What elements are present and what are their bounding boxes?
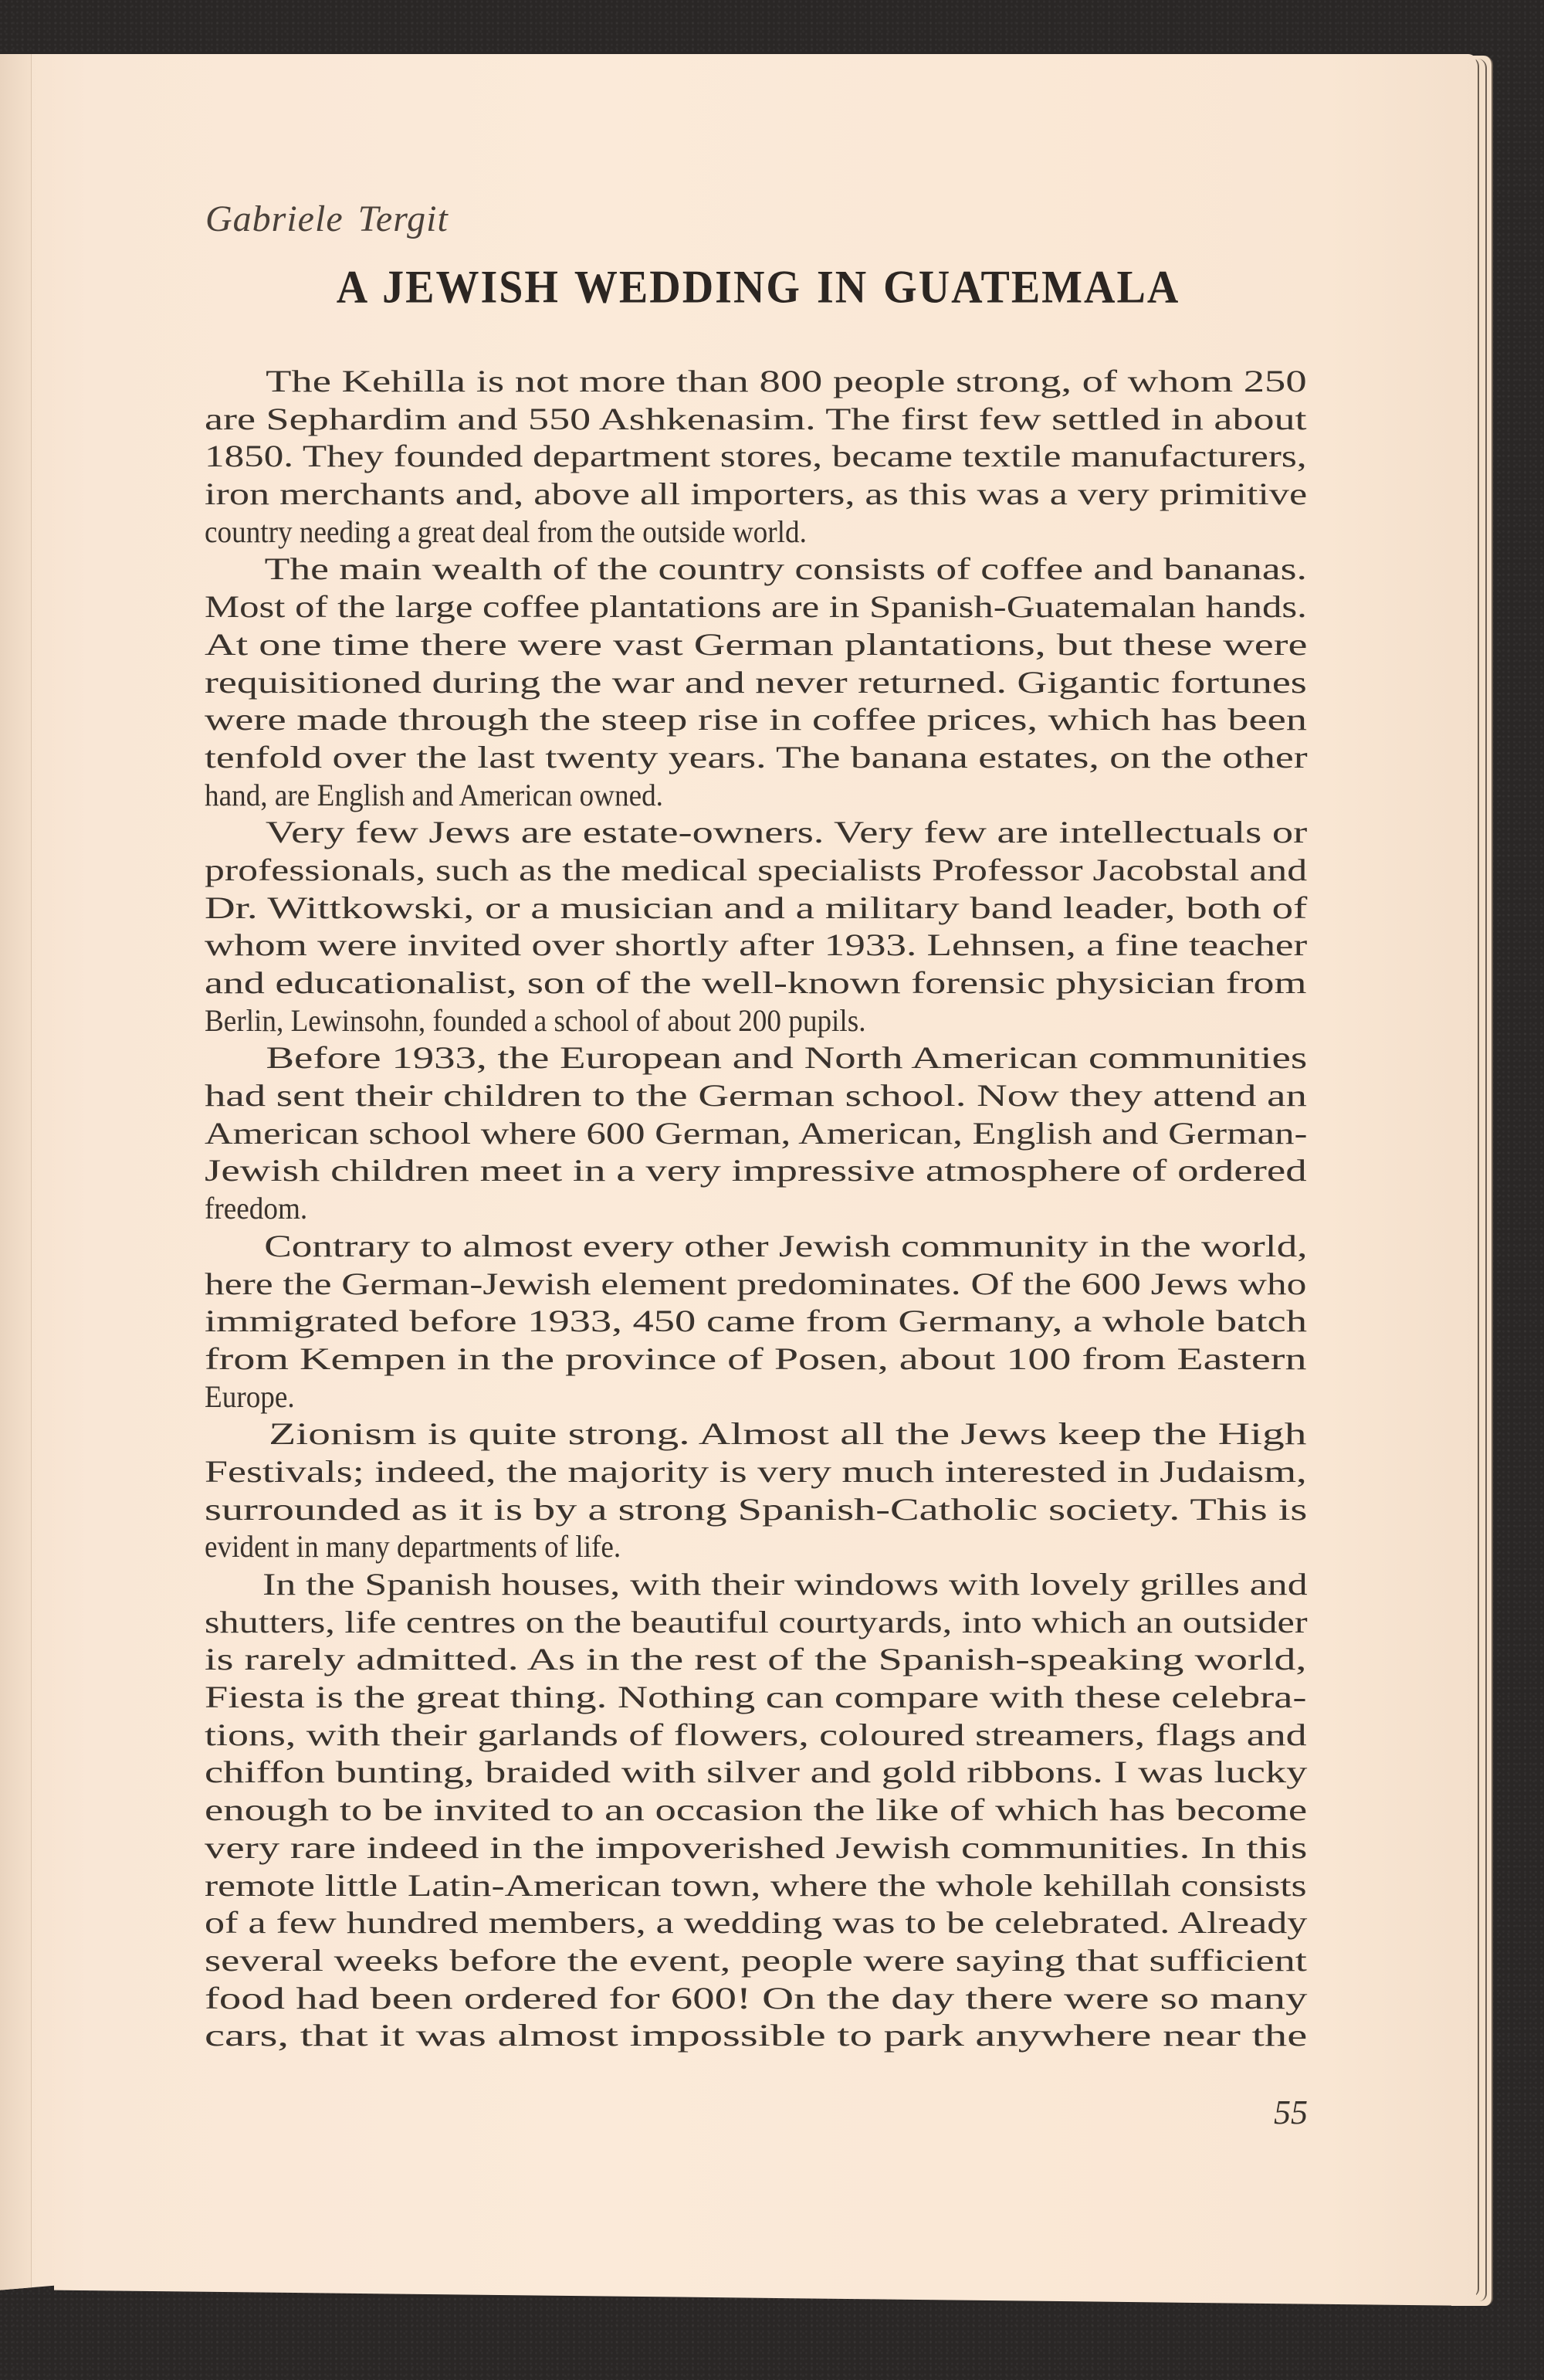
text-line: American school where 600 German, American, English and German- <box>205 1115 1308 1151</box>
text-line: were made through the steep rise in coffee prices, which has been <box>205 702 1307 737</box>
text-line: very rare indeed in the impoverished Jewish communities. In this <box>205 1829 1308 1865</box>
text-line: professionals, such as the medical specialists Professor Jacobstal and <box>205 852 1308 887</box>
text-line: chiffon bunting, braided with silver and gold ribbons. I was lucky <box>205 1754 1308 1790</box>
text-line: freedom. <box>205 1191 308 1226</box>
text-line: Berlin, Lewinsohn, founded a school of about 200 pupils. <box>205 1002 866 1038</box>
text-line: requisitioned during the war and never returned. Gigantic fortunes <box>205 664 1307 700</box>
text-line: several weeks before the event, people were saying that sufficient <box>205 1942 1307 1978</box>
text-line: whom were invited over shortly after 1933. Lehnsen, a fine teacher <box>205 927 1308 963</box>
text-line: Festivals; indeed, the majority is very much interested in Judaism, <box>205 1453 1307 1489</box>
text-line: evident in many departments of life. <box>205 1529 621 1565</box>
text-line: had sent their children to the German school. Now they attend an <box>205 1078 1307 1114</box>
text-line: and educationalist, son of the well-known forensic physician from <box>205 965 1307 1000</box>
text-line: In the Spanish houses, with their windows with lovely grilles and <box>262 1567 1308 1602</box>
text-line: Jewish children meet in a very impressive atmosphere of ordered <box>205 1153 1307 1188</box>
article-paragraph <box>205 1415 1307 1566</box>
article-paragraph <box>205 1228 1307 1415</box>
text-line: tions, with their garlands of flowers, coloured streamers, flags and <box>205 1717 1307 1752</box>
text-line: tenfold over the last twenty years. The banana estates, on the other <box>205 739 1308 775</box>
text-line: food had been ordered for 600! On the day there were so many <box>205 1980 1308 2016</box>
text-line: of a few hundred members, a wedding was to be celebrated. Already <box>205 1905 1308 1941</box>
text-line: remote little Latin-American town, where the whole kehillah consists <box>205 1867 1307 1903</box>
text-line: hand, are English and American owned. <box>205 777 663 812</box>
article-paragraph <box>205 1566 1307 2055</box>
text-line: here the German-Jewish element predominates. Of the 600 Jews who <box>205 1266 1307 1301</box>
page-gutter-fold <box>0 54 32 2306</box>
text-line: are Sephardim and 550 Ashkenasim. The first few settled in about <box>205 401 1307 436</box>
article-paragraph <box>205 814 1307 1039</box>
text-line: cars, that it was almost impossible to park anywhere near the <box>205 2018 1308 2053</box>
text-line: At one time there were vast German plantations, but these were <box>205 626 1308 662</box>
text-line: iron merchants and, above all importers, as this was a very primitive <box>205 476 1308 512</box>
text-line: enough to be invited to an occasion the like of which has become <box>205 1792 1308 1828</box>
text-line: Most of the large coffee plantations are in Spanish-Guatemalan hands. <box>205 589 1307 625</box>
text-line: Contrary to almost every other Jewish community in the world, <box>264 1228 1308 1263</box>
article-title: A JEWISH WEDDING IN GUATEMALA <box>336 261 1180 314</box>
text-line: 1850. They founded department stores, became textile manufacturers, <box>205 439 1307 474</box>
article-paragraph <box>205 1039 1307 1227</box>
text-line: Europe. <box>205 1378 295 1414</box>
text-line: is rarely admitted. As in the rest of the Spanish-speaking world, <box>205 1642 1307 1677</box>
text-line: Very few Jews are estate-owners. Very few are intellectuals or <box>265 815 1308 850</box>
text-line: The main wealth of the country consists of coffee and bananas. <box>264 551 1307 587</box>
article-paragraph <box>205 363 1307 551</box>
article-author: Gabriele Tergit <box>205 198 449 239</box>
text-line: surrounded as it is by a strong Spanish-Catholic society. This is <box>205 1491 1308 1527</box>
text-line: Fiesta is the great thing. Nothing can compare with these celebra- <box>205 1680 1307 1715</box>
text-line: Before 1933, the European and North American communities <box>266 1040 1308 1076</box>
article-body <box>205 363 1307 2055</box>
text-line: shutters, life centres on the beautiful courtyards, into which an outsider <box>205 1604 1308 1639</box>
text-line: from Kempen in the province of Posen, about 100 from Eastern <box>205 1341 1307 1376</box>
text-line: Dr. Wittkowski, or a musician and a military band leader, both of <box>205 890 1308 925</box>
page-number: 55 <box>1274 2094 1308 2131</box>
text-line: Zionism is quite strong. Almost all the Jews keep the High <box>269 1416 1307 1452</box>
text-line: The Kehilla is not more than 800 people strong, of whom 250 <box>266 364 1307 398</box>
text-line: immigrated before 1933, 450 came from Germany, a whole batch <box>205 1304 1308 1339</box>
article-paragraph <box>205 551 1307 814</box>
text-line: country needing a great deal from the outside world. <box>205 514 807 549</box>
